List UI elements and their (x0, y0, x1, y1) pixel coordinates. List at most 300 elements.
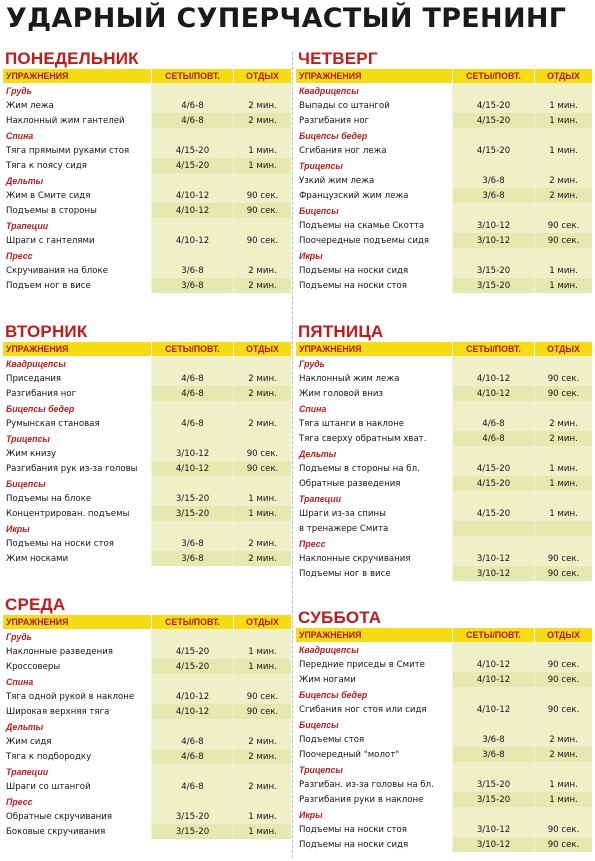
empty-cell (534, 203, 592, 218)
sets-reps: 3/6-8 (452, 732, 534, 747)
table-row (3, 824, 291, 839)
day-title: ПОНЕДЕЛЬНИК (5, 49, 139, 68)
muscle-group-label: Квадрицепсы (6, 358, 66, 369)
table-row (3, 689, 291, 704)
rest-time: 2 мин. (233, 113, 291, 128)
table-header (296, 342, 592, 356)
empty-cell (233, 794, 291, 809)
table-row (3, 659, 291, 674)
exercise-name: Тяга одной рукой в наклоне (6, 691, 135, 702)
rest-time: 90 сек. (534, 672, 592, 687)
rest-time: 90 сек. (534, 233, 592, 248)
empty-cell (151, 401, 233, 416)
exercise-name: Разгибания рук из-за головы (6, 463, 138, 474)
exercise-name: Наклонные скручивания (299, 553, 411, 564)
day-title: ВТОРНИК (5, 322, 88, 341)
rest-time: 1 мин. (534, 113, 592, 128)
muscle-group-row (296, 128, 592, 143)
empty-cell (233, 218, 291, 233)
exercise-name: Подъемы на носки стоя (299, 280, 407, 291)
muscle-group-row (296, 248, 592, 263)
muscle-group-label: Трапеции (6, 766, 49, 777)
empty-cell (233, 629, 291, 644)
rest-time: 2 мин. (534, 173, 592, 188)
empty-cell (452, 491, 534, 506)
muscle-group-label: Квадрицепсы (299, 85, 359, 96)
muscle-group-row (296, 158, 592, 173)
exercise-name: Шраги со штангой (6, 781, 91, 792)
muscle-group-row (296, 642, 592, 657)
sets-reps: 4/6-8 (452, 431, 534, 446)
rest-time: 90 сек. (233, 689, 291, 704)
empty-cell (452, 807, 534, 822)
sets-reps: 4/10-12 (151, 188, 233, 203)
table-row (296, 263, 592, 278)
muscle-group-row (3, 128, 291, 143)
table-row (296, 386, 592, 401)
empty-cell (151, 719, 233, 734)
rest-time: 1 мин. (534, 476, 592, 491)
header-rest: ОТДЫХ (534, 69, 592, 83)
sets-reps: 3/10-12 (452, 837, 534, 852)
rest-time: 1 мин. (233, 824, 291, 839)
muscle-group-row (3, 218, 291, 233)
empty-cell (233, 719, 291, 734)
exercise-name: Французский жим лежа (299, 190, 409, 201)
table-header (3, 615, 291, 629)
rest-time: 90 сек. (233, 461, 291, 476)
exercise-name: Тяга к поясу сидя (6, 160, 87, 171)
day-friday (296, 321, 592, 581)
muscle-group-row (296, 762, 592, 777)
rest-time: 90 сек. (534, 566, 592, 581)
header-exercise: УПРАЖНЕНИЯ (299, 344, 362, 354)
muscle-group-row (3, 521, 291, 536)
sets-reps: 3/10-12 (452, 218, 534, 233)
exercise-name: Жим книзу (6, 448, 57, 459)
table-row (3, 263, 291, 278)
empty-cell (534, 128, 592, 143)
rest-time: 1 мин. (534, 263, 592, 278)
table-header (296, 69, 592, 83)
exercise-name: Наклонный жим гантелей (6, 115, 125, 126)
rest-time: 90 сек. (233, 704, 291, 719)
exercise-name: Разгибан. из-за головы на бл. (299, 779, 434, 790)
header-rest: ОТДЫХ (233, 615, 291, 629)
rest-time: 1 мин. (233, 809, 291, 824)
exercise-name: Наклонный жим лежа (299, 373, 400, 384)
sets-reps: 3/10-12 (452, 822, 534, 837)
table-row (296, 173, 592, 188)
exercise-name: Жим лежа (6, 100, 54, 111)
header-exercise: УПРАЖНЕНИЯ (6, 344, 69, 354)
empty-cell (534, 248, 592, 263)
sets-reps: 4/15-20 (151, 644, 233, 659)
muscle-group-label: Спина (6, 130, 34, 141)
exercise-name: Сгибания ног стоя или сидя (299, 704, 427, 715)
muscle-group-row (296, 401, 592, 416)
muscle-group-label: Икры (299, 809, 323, 820)
sets-reps: 3/6-8 (151, 551, 233, 566)
empty-cell (452, 687, 534, 702)
table-row (296, 143, 592, 158)
muscle-group-row (296, 687, 592, 702)
empty-cell (151, 83, 233, 98)
sets-reps: 4/10-12 (452, 702, 534, 717)
empty-cell (534, 762, 592, 777)
table-row (3, 386, 291, 401)
day-title: ПЯТНИЦА (298, 322, 384, 341)
header-rest: ОТДЫХ (534, 342, 592, 356)
exercise-name: Сгибания ног лежа (299, 145, 387, 156)
table-row (296, 188, 592, 203)
muscle-group-label: Икры (6, 523, 30, 534)
sets-reps: 3/6-8 (151, 536, 233, 551)
empty-cell (233, 521, 291, 536)
exercise-name: Кроссоверы (6, 661, 61, 672)
exercise-name: Скручивания на блоке (6, 265, 108, 276)
header-rest: ОТДЫХ (233, 342, 291, 356)
rest-time: 90 сек. (233, 446, 291, 461)
sets-reps: 4/15-20 (151, 143, 233, 158)
sets-reps: 4/15-20 (452, 143, 534, 158)
muscle-group-label: Трицепсы (299, 160, 343, 171)
exercise-name: Подъемы стоя (299, 734, 365, 745)
rest-time: 2 мин. (534, 732, 592, 747)
table-row (3, 278, 291, 293)
exercise-name: Подъемы в стороны (6, 205, 97, 216)
column-right (296, 0, 592, 861)
day-thursday (296, 48, 592, 293)
muscle-group-label: Бицепсы бедер (299, 689, 368, 700)
empty-cell (534, 687, 592, 702)
sets-reps: 4/6-8 (151, 98, 233, 113)
muscle-group-label: Грудь (299, 358, 325, 369)
exercise-name: Подъемы на скамье Скотта (299, 220, 425, 231)
muscle-group-row (296, 203, 592, 218)
table-row (3, 749, 291, 764)
rest-time: 1 мин. (534, 777, 592, 792)
table-row (3, 98, 291, 113)
empty-cell (233, 674, 291, 689)
table-row (296, 566, 592, 581)
table-body (3, 83, 291, 293)
header-sets: СЕТЫ/ПОВТ. (151, 342, 233, 356)
muscle-group-row (296, 717, 592, 732)
day-title: СРЕДА (5, 595, 66, 614)
empty-cell (534, 83, 592, 98)
day-monday (3, 48, 291, 293)
rest-time: 1 мин. (534, 792, 592, 807)
sets-reps: 3/10-12 (151, 446, 233, 461)
table-row (3, 536, 291, 551)
empty-cell (233, 401, 291, 416)
table-header (3, 342, 291, 356)
exercise-name: Тяга прямыми руками стоя (6, 145, 130, 156)
rest-time: 1 мин. (233, 506, 291, 521)
table-row (3, 446, 291, 461)
exercise-name: Концентрирован. подъемы (6, 508, 130, 519)
table-row (296, 416, 592, 431)
empty-cell (452, 356, 534, 371)
empty-cell (534, 401, 592, 416)
muscle-group-row (3, 764, 291, 779)
header-exercise: УПРАЖНЕНИЯ (6, 71, 69, 81)
table-row (3, 233, 291, 248)
sets-reps: 3/6-8 (151, 278, 233, 293)
header-sets: СЕТЫ/ПОВТ. (151, 69, 233, 83)
exercise-name: в тренажере Смита (299, 523, 389, 534)
table-row (296, 777, 592, 792)
empty-cell (534, 491, 592, 506)
sets-reps: 3/15-20 (452, 263, 534, 278)
rest-time: 2 мин. (233, 98, 291, 113)
table-row (296, 792, 592, 807)
rest-time: 2 мин. (233, 734, 291, 749)
header-rest: ОТДЫХ (233, 69, 291, 83)
empty-cell (233, 128, 291, 143)
column-left (3, 0, 291, 861)
empty-cell (534, 356, 592, 371)
rest-time: 1 мин. (534, 461, 592, 476)
muscle-group-row (3, 674, 291, 689)
table-row (296, 218, 592, 233)
exercise-name: Разгибания руки в наклоне (299, 794, 424, 805)
sets-reps: 4/6-8 (151, 779, 233, 794)
rest-time: 2 мин. (233, 779, 291, 794)
table-row (3, 188, 291, 203)
rest-time: 90 сек. (534, 218, 592, 233)
exercise-name: Передние приседы в Смите (299, 659, 425, 670)
empty-cell (452, 83, 534, 98)
sets-reps: 3/10-12 (452, 233, 534, 248)
exercise-name: Шраги с гантелями (6, 235, 95, 246)
muscle-group-row (3, 719, 291, 734)
empty-cell (452, 128, 534, 143)
rest-time: 1 мин. (233, 491, 291, 506)
rest-time: 2 мин. (534, 188, 592, 203)
exercise-name: Подъемы на носки стоя (6, 538, 114, 549)
empty-cell (534, 807, 592, 822)
sets-reps: 3/10-12 (452, 566, 534, 581)
sets-reps: 4/6-8 (151, 386, 233, 401)
muscle-group-label: Дельты (299, 448, 337, 459)
table-row (296, 822, 592, 837)
muscle-group-label: Дельты (6, 175, 44, 186)
rest-time: 90 сек. (233, 188, 291, 203)
table-row (3, 506, 291, 521)
sets-reps: 3/6-8 (151, 263, 233, 278)
table-body (296, 356, 592, 581)
header-sets: СЕТЫ/ПОВТ. (452, 628, 534, 642)
rest-time: 1 мин. (534, 278, 592, 293)
empty-cell (452, 717, 534, 732)
exercise-name: Широкая верхняя тяга (6, 706, 110, 717)
empty-cell (452, 158, 534, 173)
exercise-name: Подъем ног в висе (6, 280, 91, 291)
header-exercise: УПРАЖНЕНИЯ (299, 630, 362, 640)
rest-time: 2 мин. (534, 416, 592, 431)
muscle-group-label: Спина (299, 403, 327, 414)
table-row (296, 371, 592, 386)
muscle-group-label: Спина (6, 676, 34, 687)
muscle-group-label: Квадрицепсы (299, 644, 359, 655)
header-sets: СЕТЫ/ПОВТ. (151, 615, 233, 629)
empty-cell (233, 173, 291, 188)
exercise-name: Боковые скручивания (6, 826, 106, 837)
exercise-name: Жим в Смите сидя (6, 190, 91, 201)
exercise-name: Тяга к подбородку (6, 751, 92, 762)
table-row (296, 506, 592, 521)
rest-time: 1 мин. (534, 98, 592, 113)
muscle-group-row (3, 173, 291, 188)
empty-cell (151, 128, 233, 143)
sets-reps: 3/15-20 (151, 824, 233, 839)
exercise-name: Подъемы на блоке (6, 493, 92, 504)
exercise-name: Жим головой вниз (299, 388, 384, 399)
table-row (3, 416, 291, 431)
table-body (296, 642, 592, 852)
muscle-group-row (3, 476, 291, 491)
rest-time (534, 521, 592, 536)
muscle-group-label: Пресс (299, 538, 326, 549)
table-body (3, 356, 291, 566)
rest-time: 90 сек. (534, 657, 592, 672)
rest-time: 90 сек. (534, 822, 592, 837)
header-rest: ОТДЫХ (534, 628, 592, 642)
muscle-group-row (296, 491, 592, 506)
rest-time: 1 мин. (233, 659, 291, 674)
empty-cell (233, 476, 291, 491)
table-body (3, 629, 291, 839)
empty-cell (151, 173, 233, 188)
empty-cell (151, 431, 233, 446)
rest-time: 2 мин. (233, 386, 291, 401)
exercise-name: Подъемы на носки стоя (299, 824, 407, 835)
exercise-name: Подъемы ног в висе (299, 568, 391, 579)
rest-time: 1 мин. (534, 506, 592, 521)
muscle-group-label: Бицепсы бедер (299, 130, 368, 141)
muscle-group-label: Дельты (6, 721, 44, 732)
empty-cell (151, 764, 233, 779)
sets-reps: 3/6-8 (452, 188, 534, 203)
exercise-name: Наклонные разведения (6, 646, 113, 657)
empty-cell (151, 218, 233, 233)
sets-reps: 3/6-8 (452, 173, 534, 188)
empty-cell (151, 356, 233, 371)
rest-time: 2 мин. (233, 749, 291, 764)
rest-time: 2 мин. (233, 371, 291, 386)
sets-reps: 4/15-20 (452, 476, 534, 491)
muscle-group-row (296, 446, 592, 461)
muscle-group-row (296, 356, 592, 371)
header-exercise: УПРАЖНЕНИЯ (6, 617, 69, 627)
empty-cell (151, 248, 233, 263)
sets-reps: 4/15-20 (452, 98, 534, 113)
sets-reps: 4/15-20 (452, 506, 534, 521)
empty-cell (151, 476, 233, 491)
sets-reps: 4/6-8 (151, 371, 233, 386)
muscle-group-row (3, 794, 291, 809)
exercise-name: Подъемы на носки сидя (299, 839, 409, 850)
empty-cell (452, 642, 534, 657)
rest-time: 1 мин. (233, 143, 291, 158)
empty-cell (452, 203, 534, 218)
empty-cell (534, 536, 592, 551)
rest-time: 2 мин. (233, 551, 291, 566)
table-row (3, 371, 291, 386)
sets-reps: 4/10-12 (452, 371, 534, 386)
table-row (296, 521, 592, 536)
sets-reps: 3/15-20 (452, 278, 534, 293)
exercise-name: Румынская становая (6, 418, 100, 429)
muscle-group-row (296, 83, 592, 98)
table-row (296, 98, 592, 113)
exercise-name: Жим носками (6, 553, 69, 564)
exercise-name: Поочередные подъемы сидя (299, 235, 430, 246)
muscle-group-row (3, 356, 291, 371)
table-row (3, 551, 291, 566)
rest-time: 90 сек. (534, 551, 592, 566)
empty-cell (233, 248, 291, 263)
muscle-group-row (296, 807, 592, 822)
table-row (3, 779, 291, 794)
muscle-group-label: Бицепсы бедер (6, 403, 75, 414)
day-title: СУББОТА (298, 608, 382, 627)
empty-cell (151, 629, 233, 644)
rest-time: 90 сек. (534, 837, 592, 852)
sets-reps: 4/10-12 (452, 672, 534, 687)
header-sets: СЕТЫ/ПОВТ. (452, 342, 534, 356)
rest-time: 1 мин. (233, 158, 291, 173)
sets-reps: 3/10-12 (452, 551, 534, 566)
rest-time: 2 мин. (233, 416, 291, 431)
empty-cell (233, 431, 291, 446)
exercise-name: Жим сидя (6, 736, 52, 747)
sets-reps: 3/15-20 (452, 777, 534, 792)
rest-time: 90 сек. (233, 203, 291, 218)
sets-reps: 4/15-20 (452, 461, 534, 476)
muscle-group-row (296, 536, 592, 551)
empty-cell (452, 248, 534, 263)
table-row (296, 431, 592, 446)
muscle-group-row (3, 431, 291, 446)
empty-cell (452, 536, 534, 551)
table-row (296, 837, 592, 852)
table-row (296, 702, 592, 717)
empty-cell (151, 674, 233, 689)
table-row (3, 143, 291, 158)
rest-time: 1 мин. (233, 644, 291, 659)
muscle-group-label: Трапеции (299, 493, 342, 504)
sets-reps: 4/6-8 (151, 113, 233, 128)
table-row (296, 113, 592, 128)
day-title: ЧЕТВЕРГ (298, 49, 378, 68)
exercise-name: Подъемы на носки сидя (299, 265, 409, 276)
sets-reps: 4/15-20 (452, 113, 534, 128)
table-row (296, 461, 592, 476)
muscle-group-label: Пресс (6, 250, 33, 261)
muscle-group-label: Бицепсы (6, 478, 46, 489)
sets-reps: 3/15-20 (151, 506, 233, 521)
header-sets: СЕТЫ/ПОВТ. (452, 69, 534, 83)
exercise-name: Тяга сверху обратным хват. (299, 433, 427, 444)
empty-cell (452, 762, 534, 777)
sets-reps: 4/6-8 (452, 416, 534, 431)
table-row (296, 233, 592, 248)
sets-reps: 4/6-8 (151, 749, 233, 764)
table-row (296, 657, 592, 672)
